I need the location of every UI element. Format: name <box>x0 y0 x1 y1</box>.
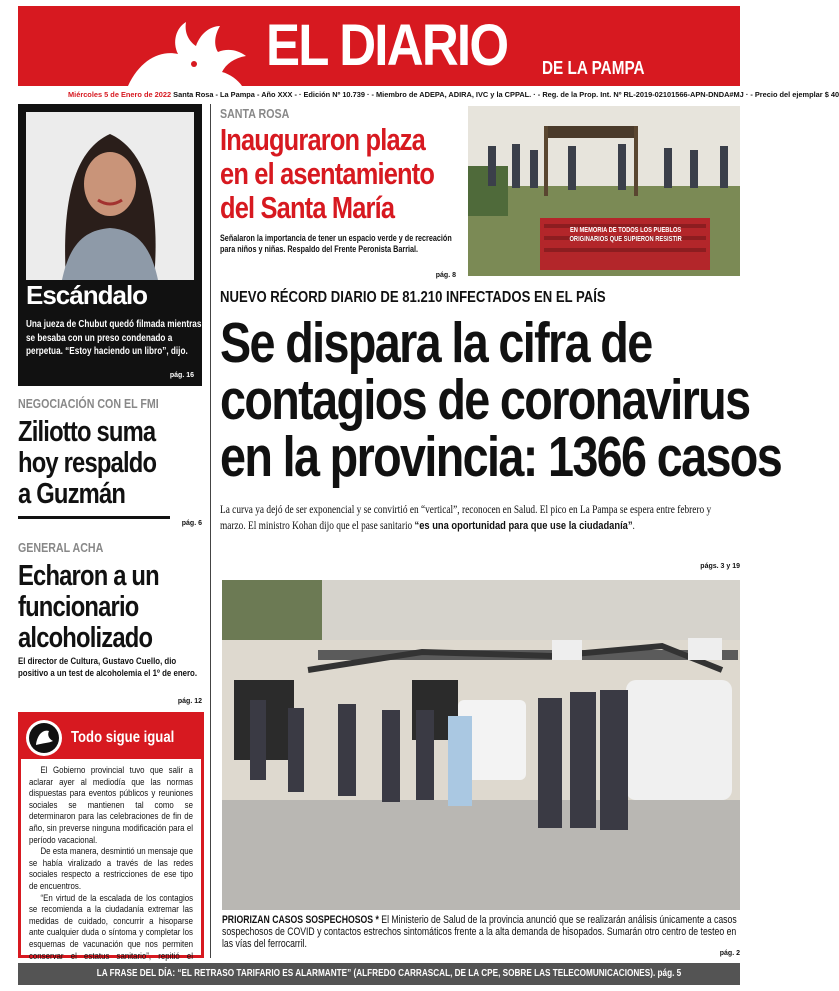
scandal-story[interactable] <box>18 104 202 386</box>
column-divider <box>210 104 211 958</box>
plaza-sign: EN MEMORIA DE TODOS LOS PUEBLOS ORIGINARIOS QUE SUPIERON RESISTIR <box>569 227 682 243</box>
caption-page-ref: pág. 2 <box>719 950 740 957</box>
editorial-header <box>21 715 201 759</box>
main-story[interactable] <box>220 289 782 570</box>
newspaper-subtitle: DE LA PAMPA <box>542 58 645 78</box>
editorial-emblem-icon <box>25 719 63 757</box>
main-page-ref: págs. 3 y 19 <box>700 563 740 570</box>
testing-center-photo <box>222 580 740 910</box>
main-headline: Se dispara la cifra de contagios de coronavirus en la provincia: 1366 casos <box>220 311 782 489</box>
acha-page-ref: pág. 12 <box>177 698 202 705</box>
masthead <box>18 6 740 86</box>
acha-story[interactable] <box>18 540 202 705</box>
editorial-box <box>18 712 204 962</box>
quote-of-the-day-bar[interactable] <box>18 963 740 985</box>
plaza-page-ref: pág. 8 <box>435 272 456 279</box>
plaza-story[interactable] <box>220 106 460 279</box>
editorial-text: El Gobierno provincial tuvo que salir a aclarar ayer al mediodía que las normas dispuestas para eventos públicos y reuniones sociales se mantienen tal como se determinaron para las celebraciones de fin de año, sin preverse ninguna modificación para el período vacacional. De esta manera, desmintió un mensaje que se había viralizado a través de las redes sociales respecto a restricciones de ese tipo de encuentros. “En virtud de la escalada de los contagios se recomienda a la ciudadanía extremar las medidas de cuidado, concurrir a hisoparse ante cualquier duda o síntoma y completar los esquemas de vacunación que nos permiten conservar el estatus sanitario”, repitió el <box>29 765 194 962</box>
scandal-summary: Una jueza de Chubut quedó filmada mientras se besaba con un preso condenado a perpetua. “Estoy haciendo un libro”, dijo. <box>26 319 202 357</box>
plaza-headline: Inauguraron plaza en el asentamiento del Santa María <box>220 122 435 225</box>
fmi-headline: Ziliotto suma hoy respaldo a Guzmán <box>18 416 157 510</box>
info-bar <box>18 88 839 102</box>
scandal-page-ref: pág. 16 <box>169 372 194 379</box>
acha-summary: El director de Cultura, Gustavo Cuello, dio positivo a un test de alcoholemia el 1º de enero. <box>18 656 198 679</box>
quote-of-the-day: LA FRASE DEL DÍA: “EL RETRASO TARIFARIO ES ALARMANTE” (ALFREDO CARRASCAL, DE LA CPE, SOBRE LAS TELECOMUNICACIONES). pág. 5 <box>96 968 682 979</box>
plaza-summary: Señalaron la importancia de tener un espacio verde y de recreación para niños y niñas. Respaldo del Frente Peronista Barrial. <box>220 233 452 254</box>
caption-text: PRIORIZAN CASOS SOSPECHOSOS * El Ministerio de Salud de la provincia anunció que se realizarán análisis únicamente a casos sospechosos de COVID y contactos estrechos sintomáticos frente a la alta demanda de hisopados. Sumarán otro centro de testeo en las vías del ferrocarril. <box>222 914 737 950</box>
issue-info: Santa Rosa - La Pampa - Año XXX - · Edición Nº 10.739 · - Miembro de ADEPA, ADIRA, IVC y la CPPAL. · - Reg. de la Prop. Int. Nº RL-2019-02101566-APN-DNDA#MJ · - Precio del ejemplar $ 40 <box>173 90 839 99</box>
main-kicker: NUEVO RÉCORD DIARIO DE 81.210 INFECTADOS EN EL PAÍS <box>220 289 606 306</box>
main-summary: La curva ya dejó de ser exponencial y se convirtió en “vertical”, reconocen en Salud. El pico en La Pampa se espera entre febrero y marzo. El ministro Kohan dijo que el pase sanitario “es una oportunidad para que use la ciudadanía”. <box>220 504 712 532</box>
scandal-headline: Escándalo <box>26 280 148 310</box>
plaza-kicker: SANTA ROSA <box>220 106 290 121</box>
acha-headline: Echaron a un funcionario alcoholizado <box>18 560 159 654</box>
judge-photo <box>26 112 194 280</box>
fmi-page-ref: pág. 6 <box>181 520 202 527</box>
newspaper-title: EL DIARIO <box>266 13 508 78</box>
plaza-photo <box>468 106 740 276</box>
photo-caption <box>222 914 740 957</box>
divider <box>18 516 170 519</box>
bird-logo-icon <box>120 20 250 86</box>
fmi-story[interactable] <box>18 396 202 527</box>
fmi-kicker: NEGOCIACIÓN CON EL FMI <box>18 396 159 411</box>
editorial-title: Todo sigue igual <box>71 729 175 746</box>
issue-date: Miércoles 5 de Enero de 2022 <box>68 90 172 99</box>
acha-kicker: GENERAL ACHA <box>18 540 104 555</box>
